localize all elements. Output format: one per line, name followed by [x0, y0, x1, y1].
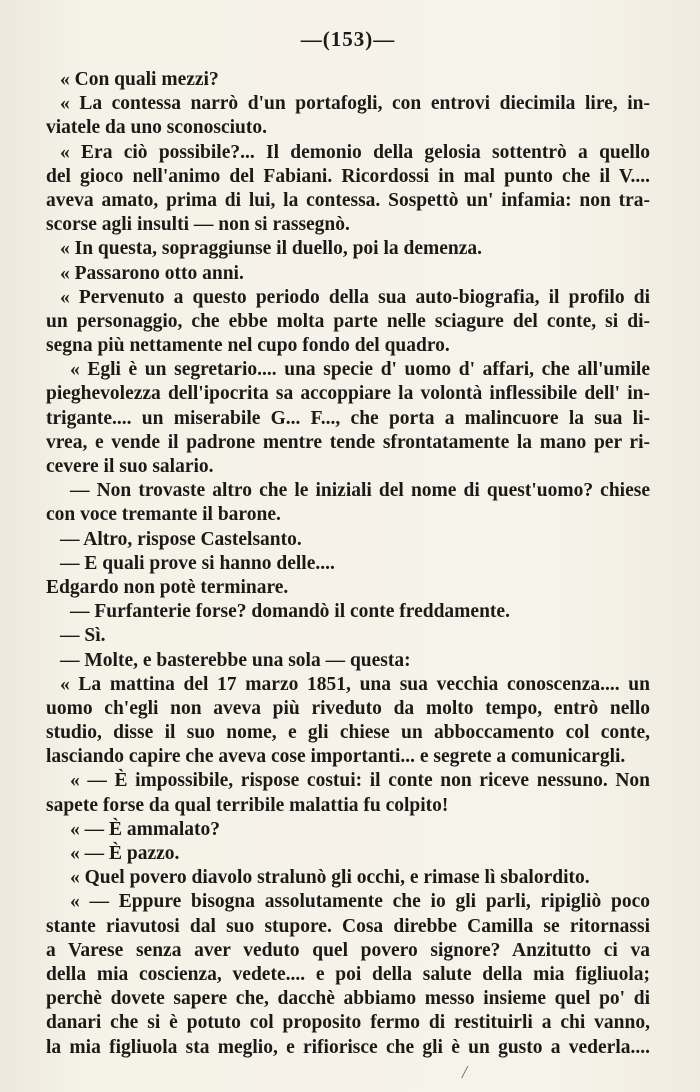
text-line: a Varese senza aver veduto quel povero signore? Anzitutto ci va [46, 939, 650, 961]
text-line: « — È ammalato? [70, 818, 221, 841]
text-line: della mia coscienza, vedete.... e poi della salute della mia figliuola; [46, 963, 650, 986]
text-line: aveva amato, prima di lui, la contessa. Sospettò un' infamia: non tra- [46, 189, 650, 212]
text-line: pieghevolezza dell'ipocrita sa accoppiare la volontà inflessibile dell' in- [46, 383, 650, 405]
text-line: « Quel povero diavolo stralunò gli occhi, e rimase lì sbalordito. [70, 866, 590, 889]
text-line: viatele da uno sconosciuto. [46, 117, 268, 139]
text-line: « — Eppure bisogna assolutamente che io gli parli, ripigliò poco [70, 891, 650, 913]
text-line: la mia figliuola sta meglio, e rifiorisce che gli è un gusto a vederla.... [46, 1036, 650, 1058]
text-line: Edgardo non potè terminare. [46, 576, 289, 599]
text-line: « Pervenuto a questo periodo della sua auto-biografia, il profilo di [60, 286, 650, 308]
text-line: segna più nettamente nel cupo fondo del quadro. [46, 334, 450, 357]
text-line: stante riavutosi dal suo stupore. Cosa direbbe Camilla se ritornassi [46, 915, 650, 937]
body-text [46, 68, 650, 1060]
text-line: un personaggio, che ebbe molta parte nelle sciagure del conte, si di- [46, 310, 650, 333]
text-line: scorse agli insulti — non si rassegnò. [46, 213, 350, 236]
text-line: con voce tremante il barone. [46, 504, 281, 526]
text-line: — Furfanterie forse? domandò il conte freddamente. [70, 600, 510, 623]
text-line: lasciando capire che aveva cose importanti... e segrete a comunicargli. [46, 746, 626, 768]
text-line: — Molte, e basterebbe una sola — questa: [60, 649, 411, 671]
text-line: vrea, e vende il padrone mentre tende sfrontatamente la mano per ri- [46, 431, 650, 454]
text-line: perchè dovete sapere che, dacchè abbiamo messo insieme quel po' di [46, 987, 650, 1010]
text-line: « — È pazzo. [70, 842, 180, 865]
text-line: — E quali prove si hanno delle.... [60, 552, 335, 574]
text-line: « Era ciò possibile?... Il demonio della gelosia sottentrò a quello [60, 141, 650, 163]
text-line: — Altro, rispose Castelsanto. [60, 528, 302, 550]
text-line: — Non trovaste altro che le iniziali del nome di quest'uomo? chiese [70, 479, 650, 502]
text-line: « Egli è un segretario.... una specie d' uomo d' affari, che all'umile [70, 359, 650, 381]
text-line: cevere il suo salario. [46, 455, 214, 478]
text-line: « La contessa narrò d'un portafogli, con entrovi diecimila lire, in- [60, 92, 650, 115]
text-line: « Passarono otto anni. [60, 262, 244, 284]
text-line: uomo ch'egli non aveva più riveduto da molto tempo, entrò nello [46, 697, 650, 720]
page-number-header: —(153)— [300, 27, 396, 51]
text-line: danari che si è potuto col proposito fermo di restituirli a chi vanno, [46, 1012, 650, 1034]
text-line: sapete forse da qual terribile malattia fu colpito! [46, 794, 449, 816]
text-line: studio, disse il suo nome, e gli chiese un abboccamento col conte, [46, 721, 650, 744]
ink-mark: / [462, 1062, 468, 1082]
text-line: trigante.... un miserabile G... F..., che porta a malincuore la sua li- [46, 407, 650, 429]
text-line: « In questa, sopraggiunse il duello, poi la demenza. [60, 238, 483, 260]
text-line: « — È impossibile, rispose costui: il conte non riceve nessuno. Non [70, 770, 650, 792]
text-line: « La mattina del 17 marzo 1851, una sua vecchia conoscenza.... un [60, 673, 650, 695]
text-line: — Sì. [60, 625, 106, 647]
text-line: « Con quali mezzi? [60, 68, 219, 91]
text-line: del gioco nell'animo del Fabiani. Ricordossi in mal punto che il V.... [46, 165, 650, 187]
